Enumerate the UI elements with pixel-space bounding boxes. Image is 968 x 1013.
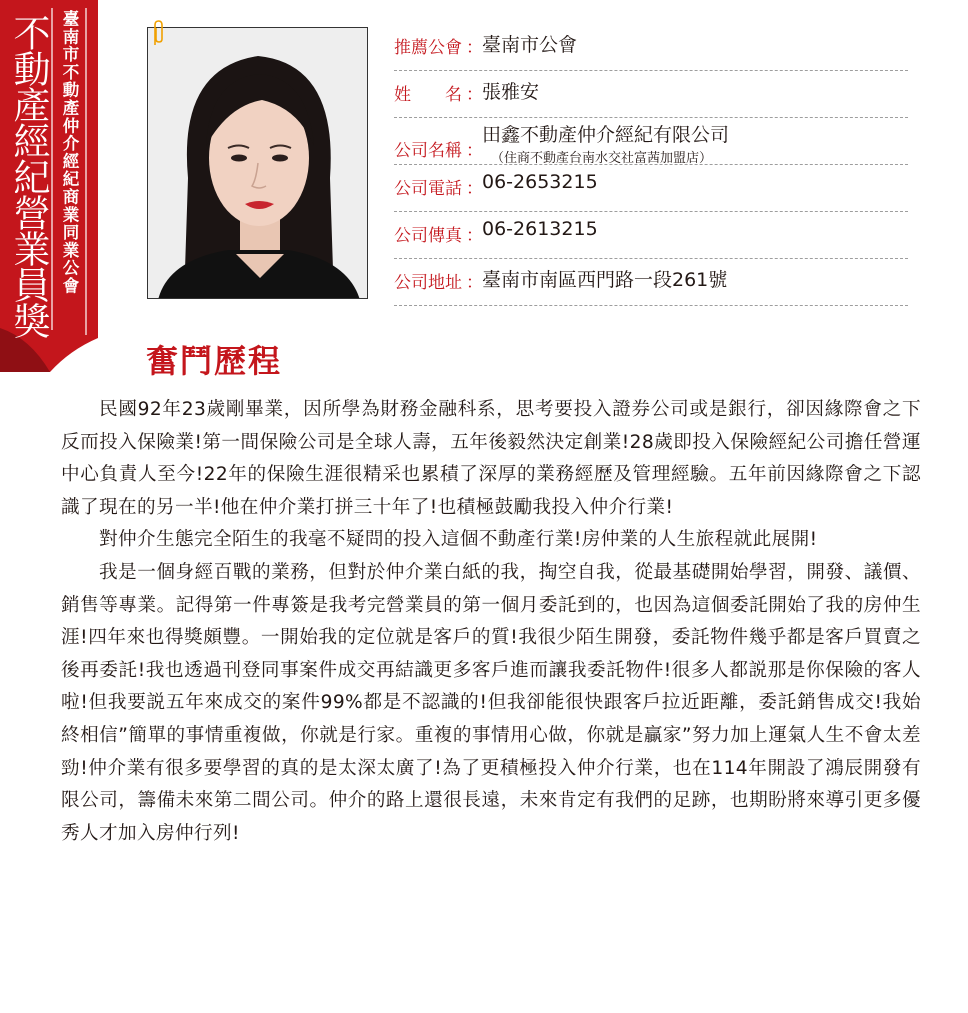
info-value: 06-2613215 [482, 218, 598, 240]
info-colon: ： [466, 38, 483, 58]
info-row-fax [394, 212, 908, 259]
info-note: （住商不動產台南水交社富茜加盟店） [491, 151, 713, 166]
info-row-name [394, 71, 908, 118]
info-row-association [394, 24, 908, 71]
info-colon: ： [466, 273, 483, 293]
info-label: 公司名稱 [394, 141, 462, 161]
info-value: 臺南市公會 [482, 34, 578, 56]
paragraph: 對仲介生態完全陌生的我毫不疑問的投入這個不動產行業!房仲業的人生旅程就此展開! [99, 529, 818, 551]
section-body [61, 394, 921, 850]
info-value: 06-2653215 [482, 171, 598, 193]
info-value: 田鑫不動產仲介經紀有限公司 [482, 124, 730, 146]
paragraph: 我是一個身經百戰的業務，但對於仲介業白紙的我，掏空自我，從最基礎開始學習，開發、議價、銷售等專業。記得第一件專簽是我考完營業員的第一個月委託到的，也因為這個委託開始了我的房仲生涯!四年來也得獎頗豐。一開始我的定位就是客戶的質!我很少陌生開發，委託物件幾乎都是客戶買賣之後再委託!我也透過刊登同事案件成交再結識更多客戶進而讓我委託物件!很多人都説那是你保險的客人啦!但我要説五年來成交的案件99%都是不認識的!但我卻能很快跟客戶拉近距離，委託銷售成交!我始終相信”簡單的事情重複做，你就是行家。重複的事情用心做，你就是贏家”努力加上運氣人生不會太差勁!仲介業有很多要學習的真的是太深太廣了!為了更積極投入仲介行業，也在114年開設了鴻辰開發有限公司，籌備未來第二間公司。仲介的路上還很長遠，未來肯定有我們的足跡，也期盼將來導引更多優秀人才加入房仲行列! [61, 561, 921, 844]
info-colon: ： [466, 85, 483, 105]
association-name: 臺南市不動產仲介經紀商業同業公會 [60, 10, 79, 295]
section-title: 奮鬥歷程 [146, 342, 283, 380]
info-value: 臺南市南區西門路一段261號 [482, 269, 728, 291]
paperclip-icon [151, 19, 165, 47]
paragraph: 民國92年23歲剛畢業，因所學為財務金融科系，思考要投入證券公司或是銀行，卻因緣際會之下反而投入保險業!第一間保險公司是全球人壽，五年後毅然決定創業!28歲即投入保險經紀公司擔任營運中心負責人至今!22年的保險生涯很精采也累積了深厚的業務經歷及管理經驗。五年前因緣際會之下認識了現在的另一半!他在仲介業打拼三十年了!也積極鼓勵我投入仲介行業! [61, 399, 921, 518]
info-label: 公司電話 [394, 179, 462, 199]
award-title: 不動產經紀營業員獎 [7, 14, 50, 338]
info-label: 姓 名 [394, 85, 462, 105]
info-colon: ： [466, 141, 483, 161]
portrait-image [148, 28, 368, 299]
profile-info-table [394, 24, 908, 306]
info-label: 推薦公會 [394, 38, 462, 58]
award-banner [0, 0, 98, 372]
info-colon: ： [466, 226, 483, 246]
profile-photo [147, 27, 368, 299]
info-row-phone [394, 165, 908, 212]
info-colon: ： [466, 179, 483, 199]
info-value: 張雅安 [482, 81, 540, 103]
info-label: 公司地址 [394, 273, 462, 293]
info-label: 公司傳真 [394, 226, 462, 246]
info-row-address [394, 259, 908, 306]
info-row-company [394, 118, 908, 165]
